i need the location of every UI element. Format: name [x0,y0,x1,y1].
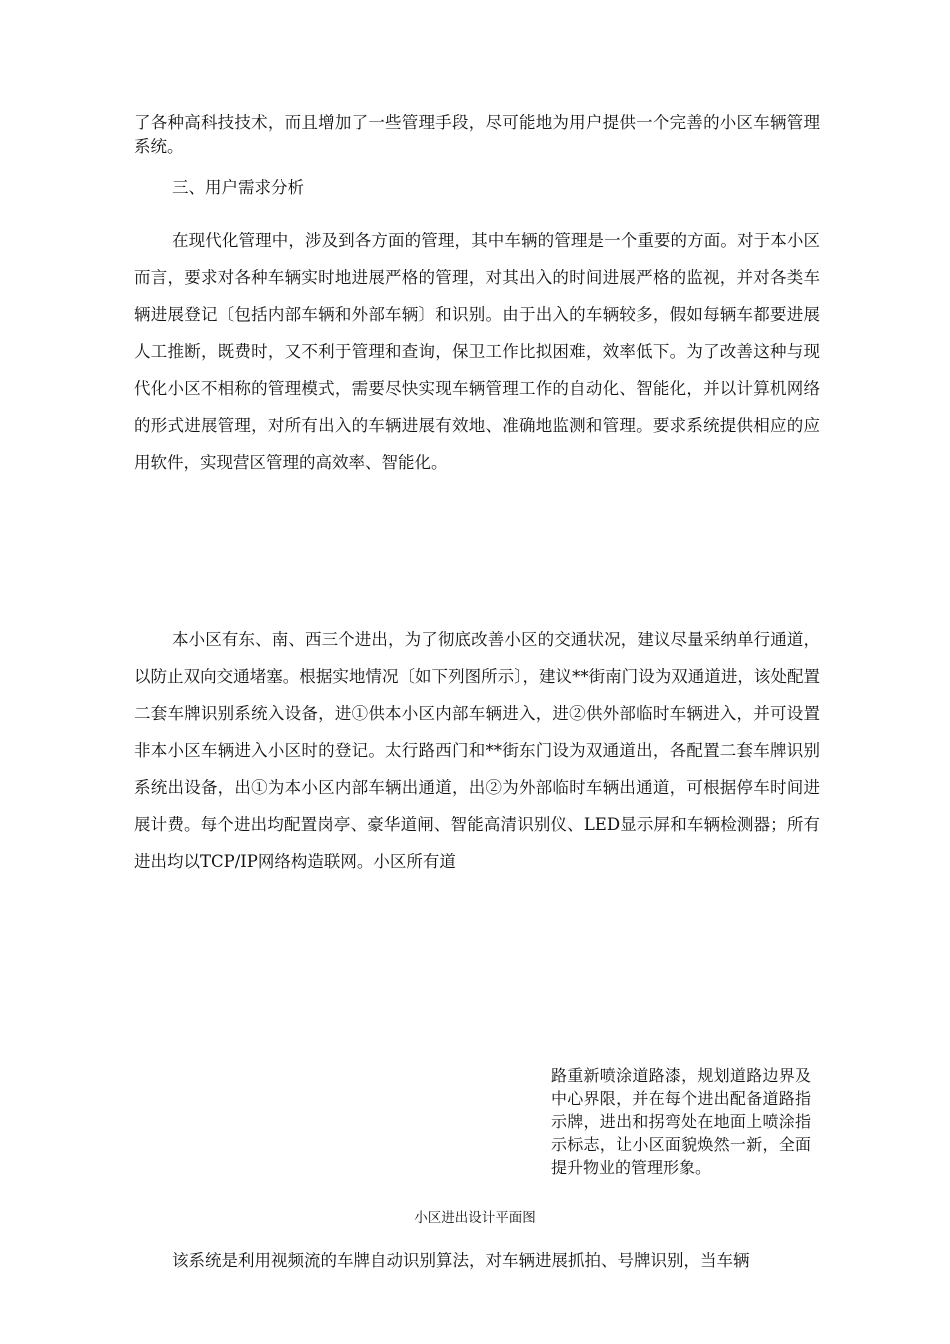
paragraph-requirements: 在现代化管理中，涉及到各方面的管理，其中车辆的管理是一个重要的方面。对于本小区而言，要求对各种车辆实时地进展严格的管理，对其出入的时间进展严格的监视，并对各类车辆进展登记〔包括内部车辆和外部车辆〕和识别。由于出入的车辆较多，假如每辆车都要进展人工推断，既费时，又不利于管理和查询，保卫工作比拟困难，效率低下。为了改善这种与现代化小区不相称的管理模式，需要尽快实现车辆管理工作的自动化、智能化，并以计算机网络的形式进展管理，对所有出入的车辆进展有效地、准确地监测和管理。要求系统提供相应的应用软件，实现营区管理的高效率、智能化。 [134,231,820,472]
paragraph-entrances: 本小区有东、南、西三个进出，为了彻底改善小区的交通状况，建议尽量采纳单行通道，以防止双向交通堵塞。根据实地情况〔如下列图所示〕，建议**街南门设为双通道进，该处配置二套车牌识别系统入设备，进①供本小区内部车辆进入，进②供外部临时车辆进入，并可设置非本小区车辆进入小区时的登记。太行路西门和**街东门设为双通道出，各配置二套车牌识别系统出设备，出①为本小区内部车辆出通道，出②为外部临时车辆出通道，可根据停车时间进展计费。每个进出均配置岗亭、豪华道闸、智能高清识别仪、LED显示屏和车辆检测器；所有进出均以TCP/IP网络构造联网。小区所有道 [134,630,820,871]
figure-caption: 小区进出设计平面图 [414,1210,536,1226]
section-heading: 三、用户需求分析 [172,178,304,197]
paragraph-intro-tail: 了各种高科技技术，而且增加了一些管理手段，尽可能地为用户提供一个完善的小区车辆管理系统。 [134,113,820,156]
figure-side-text: 路重新喷涂道路漆，规划道路边界及中心界限，并在每个进出配备道路指示牌，进出和拐弯处在地面上喷涂指示标志，让小区面貌焕然一新，全面提升物业的管理形象。 [551,1066,811,1177]
paragraph-system: 该系统是利用视频流的车牌自动识别算法，对车辆进展抓拍、号牌识别，当车辆 [172,1251,750,1270]
